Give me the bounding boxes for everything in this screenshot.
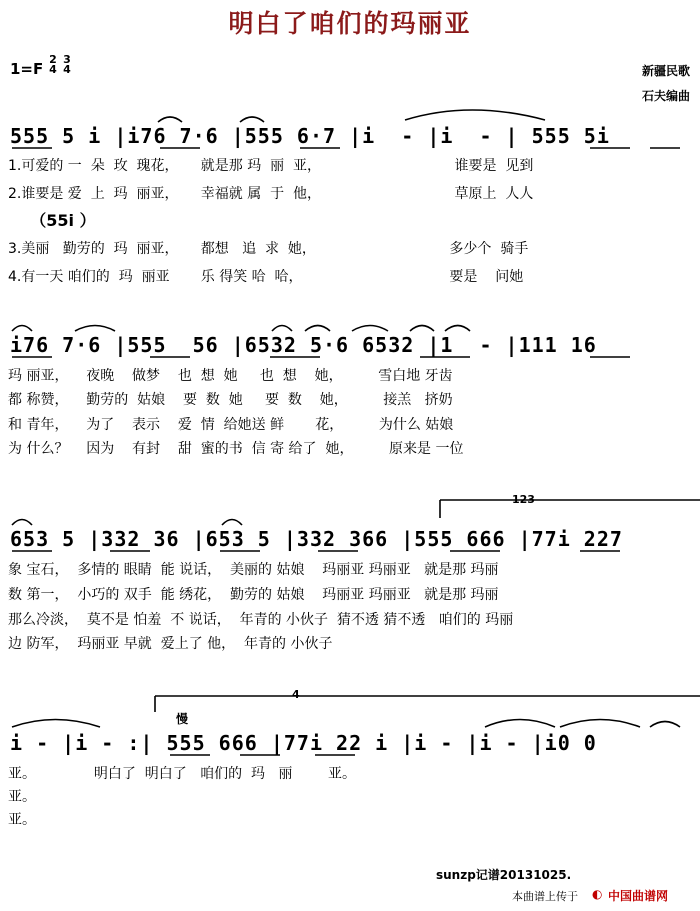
notes-line-3: 653 5 |332 36 |653 5 |332 366 |555 666 |77i 227 bbox=[10, 527, 623, 551]
lyrics-1-4: 4.有一天 咱们的 玛 丽亚 乐 得笑 哈 哈， 要是 问她 bbox=[8, 269, 524, 285]
notes-line-1: 555 5 i |i76 7·6 |555 6·7 |i - |i - | 555 5i bbox=[10, 124, 610, 148]
lyrics-1-1: 1.可爱的 一 朵 玫 瑰花， 就是那 玛 丽 亚， 谁要是 见到 bbox=[8, 158, 534, 174]
origin-credit: 新疆民歌 bbox=[641, 64, 690, 78]
key-signature: 1=F bbox=[10, 60, 44, 78]
lyrics-4-1: 亚。 明白了 明白了 咱们的 玛 丽 亚。 bbox=[8, 766, 356, 782]
notes-line-4: i - |i - :| 555 666 |77i 22 i |i - |i - |i0 0 bbox=[10, 731, 597, 755]
volta-4-label: 4 bbox=[292, 688, 300, 701]
arranger-credit: 石夫编曲 bbox=[641, 89, 690, 103]
lyrics-2-1: 玛 丽亚， 夜晚 做梦 也 想 她 也 想 她， 雪白地 牙齿 bbox=[8, 368, 453, 384]
song-title: 明白了咱们的玛丽亚 bbox=[228, 9, 472, 38]
site-logo-icon: ◐ bbox=[592, 887, 603, 901]
meter-a: 2 4 bbox=[49, 53, 57, 76]
volta-123-label: 123 bbox=[512, 493, 535, 506]
lyrics-1-3: 3.美丽 勤劳的 玛 丽亚， 都想 追 求 她， 多少个 骑手 bbox=[8, 241, 529, 257]
lyrics-3-3: 那么冷淡， 莫不是 怕羞 不 说话， 年青的 小伙子 猜不透 猜不透 咱们的 玛丽 bbox=[8, 612, 514, 628]
site-logo-text: 中国曲谱网 bbox=[608, 889, 669, 903]
lyrics-4-2: 亚。 bbox=[8, 789, 36, 805]
lyrics-3-1: 象 宝石， 多情的 眼睛 能 说话， 美丽的 姑娘 玛丽亚 玛丽亚 就是那 玛丽 bbox=[8, 562, 499, 578]
upload-note: 本曲谱上传于 bbox=[512, 890, 578, 903]
meter-b: 3 4 bbox=[63, 53, 71, 76]
lyrics-3-2: 数 第一， 小巧的 双手 能 绣花， 勤劳的 姑娘 玛丽亚 玛丽亚 就是那 玛丽 bbox=[8, 587, 499, 603]
notes-line-2: i76 7·6 |555 56 |6532 5·6 6532 |1 - |111 16 bbox=[10, 333, 597, 357]
lyrics-2-2: 都 称赞， 勤劳的 姑娘 要 数 她 要 数 她， 接羔 挤奶 bbox=[8, 392, 453, 408]
lyrics-1-alt: （55i ） bbox=[8, 211, 96, 230]
lyrics-1-2: 2.谁要是 爱 上 玛 丽亚， 幸福就 属 于 他， 草原上 人人 bbox=[8, 186, 534, 202]
lyrics-2-3: 和 青年， 为了 表示 爱 情 给她送 鲜 花， 为什么 姑娘 bbox=[8, 417, 454, 433]
transcriber-note: sunzp记谱20131025. bbox=[436, 868, 572, 882]
tempo-mark: 慢 bbox=[176, 712, 189, 726]
lyrics-4-3: 亚。 bbox=[8, 812, 36, 828]
lyrics-2-4: 为 什么？ 因为 有封 甜 蜜的书 信 寄 给了 她， 原来是 一位 bbox=[8, 441, 464, 457]
lyrics-3-4: 边 防军， 玛丽亚 早就 爱上了 他， 年青的 小伙子 bbox=[8, 636, 333, 652]
